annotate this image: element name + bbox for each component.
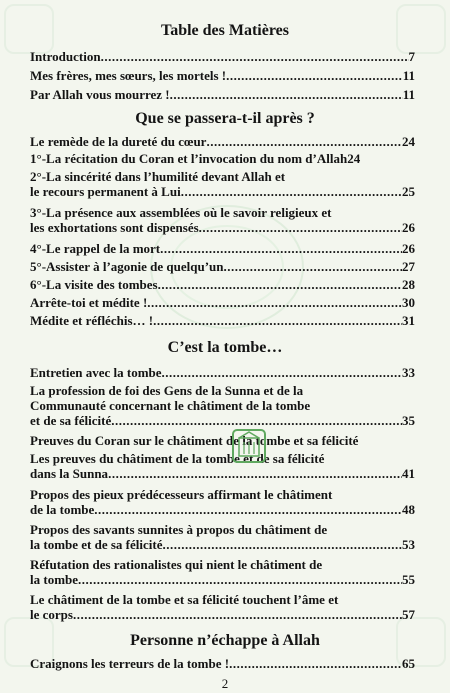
dot-leader	[229, 656, 402, 671]
section-heading: Personne n’échappe à Allah	[130, 632, 320, 649]
toc-entry-text: Entretien avec la tombe	[30, 365, 162, 380]
dot-leader	[162, 365, 402, 380]
toc-entry-text: 1°-La récitation du Coran et l’invocation du nom d’Allah	[30, 151, 348, 166]
toc-entry-page: 27	[402, 259, 415, 274]
page-title: Table des Matières	[161, 22, 289, 39]
toc-entry-page: 28	[402, 277, 415, 292]
toc-entry-page: 26	[402, 241, 415, 256]
toc-entry-page: 11	[402, 68, 415, 83]
toc-entry-text: 5°-Assister à l’agonie de quelqu’un	[30, 259, 224, 274]
toc-entry-page: 26	[402, 220, 415, 235]
dot-leader	[170, 87, 403, 102]
dot-leader	[111, 413, 402, 428]
toc-entry	[30, 68, 415, 83]
toc-entry-text: Arrête-toi et médite !	[30, 295, 148, 310]
toc-entry-text: Mes frères, mes sœurs, les mortels !	[30, 68, 227, 83]
dot-leader	[223, 259, 402, 274]
toc-entry-text: la tombe et de sa félicité	[30, 537, 163, 552]
toc-entry-page: 25	[402, 184, 415, 199]
toc-entry-text: le recours permanent à Lui	[30, 184, 181, 199]
dot-leader	[158, 277, 402, 292]
toc-entry-text: Réfutation des rationalistes qui nient le châtiment de	[30, 557, 323, 572]
toc-entry-text: La profession de foi des Gens de la Sunna et de la	[30, 383, 304, 398]
toc-entry	[30, 557, 415, 587]
dot-leader	[78, 572, 402, 587]
toc-entry-page: 35	[402, 413, 415, 428]
toc-entry-text: Craignons les terreurs de la tombe !	[30, 656, 230, 671]
toc-entry-text: de la tombe	[30, 502, 95, 517]
toc-entry-page: 11	[402, 87, 415, 102]
toc-entry-text: la tombe	[30, 572, 79, 587]
toc-entry	[30, 656, 415, 671]
toc-entry-text: le corps	[30, 607, 73, 622]
toc-entry-text: Communauté concernant le châtiment de la tombe	[30, 398, 311, 413]
toc-entry-text: Propos des pieux prédécesseurs affirmant le châtiment	[30, 487, 333, 502]
dot-leader	[226, 68, 403, 83]
toc-entry	[30, 87, 415, 102]
toc-entry-text: Propos des savants sunnites à propos du châtiment de	[30, 522, 328, 537]
toc-entry	[30, 451, 415, 481]
toc-entry	[30, 295, 415, 310]
section-heading: C’est la tombe…	[167, 339, 283, 356]
toc-entry-page: 33	[402, 365, 415, 380]
dot-leader	[181, 184, 402, 199]
toc-entry-text: Le châtiment de la tombe et sa félicité touchent l’âme et	[30, 592, 339, 607]
toc-entry-text: et de sa félicité	[30, 413, 112, 428]
toc-entry-page: 57	[402, 607, 415, 622]
toc-entry-text: Le remède de la dureté du cœur	[30, 134, 207, 149]
toc-entry-text: 3°-La présence aux assemblées où le savoir religieux et	[30, 205, 332, 220]
toc-entry	[30, 151, 415, 166]
toc-entry-page: 65	[402, 656, 415, 671]
toc-entry-text: 4°-Le rappel de la mort	[30, 241, 161, 256]
dot-leader	[101, 49, 409, 64]
toc-entry	[30, 169, 415, 199]
dot-leader	[206, 134, 402, 149]
toc-entry-page: 30	[402, 295, 415, 310]
toc-entry	[30, 277, 415, 292]
toc-entry-page: 31	[402, 313, 415, 328]
toc-entry	[30, 365, 415, 380]
toc-entry	[30, 487, 415, 517]
toc-entry-page: 48	[402, 502, 415, 517]
toc-entry-text: dans la Sunna	[30, 466, 109, 481]
toc-entry	[30, 241, 415, 256]
toc-entry	[30, 383, 415, 428]
toc-entry	[30, 49, 415, 64]
toc-entry-text: Par Allah vous mourrez !	[30, 87, 170, 102]
toc-entry-text: Preuves du Coran sur le châtiment de la tombe et sa félicité	[30, 433, 359, 448]
toc-entry	[30, 205, 415, 235]
toc-entry-text: 6°-La visite des tombes	[30, 277, 158, 292]
dot-leader	[199, 220, 402, 235]
seal-icon	[230, 427, 268, 465]
toc-entry-text: Médite et réfléchis… !	[30, 313, 154, 328]
toc-entry-text: Introduction	[30, 49, 101, 64]
dot-leader	[153, 313, 402, 328]
toc-entry-page: 7	[408, 49, 415, 64]
toc-entry-text: 2°-La sincérité dans l’humilité devant Allah et	[30, 169, 286, 184]
section-heading: Que se passera-t-il après ?	[135, 110, 315, 127]
toc-entry	[30, 259, 415, 274]
toc-entry-page: 55	[402, 572, 415, 587]
toc-entry	[30, 134, 415, 149]
toc-entry	[30, 313, 415, 328]
dot-leader	[73, 607, 402, 622]
toc-entry-page: 24	[347, 151, 361, 166]
dot-leader	[108, 466, 402, 481]
toc-entry-text: Les preuves du châtiment de la tombe et de sa félicité	[30, 451, 325, 466]
toc-entry-page: 53	[402, 537, 415, 552]
toc-entry-text: les exhortations sont dispensés	[30, 220, 199, 235]
dot-leader	[147, 295, 402, 310]
toc-entry	[30, 592, 415, 622]
page-number: 2	[221, 676, 229, 691]
toc-entry-page: 41	[402, 466, 415, 481]
dot-leader	[160, 241, 402, 256]
dot-leader	[162, 537, 402, 552]
toc-entry	[30, 433, 415, 448]
toc-entry-page: 24	[402, 134, 415, 149]
dot-leader	[94, 502, 402, 517]
toc-entry	[30, 522, 415, 552]
